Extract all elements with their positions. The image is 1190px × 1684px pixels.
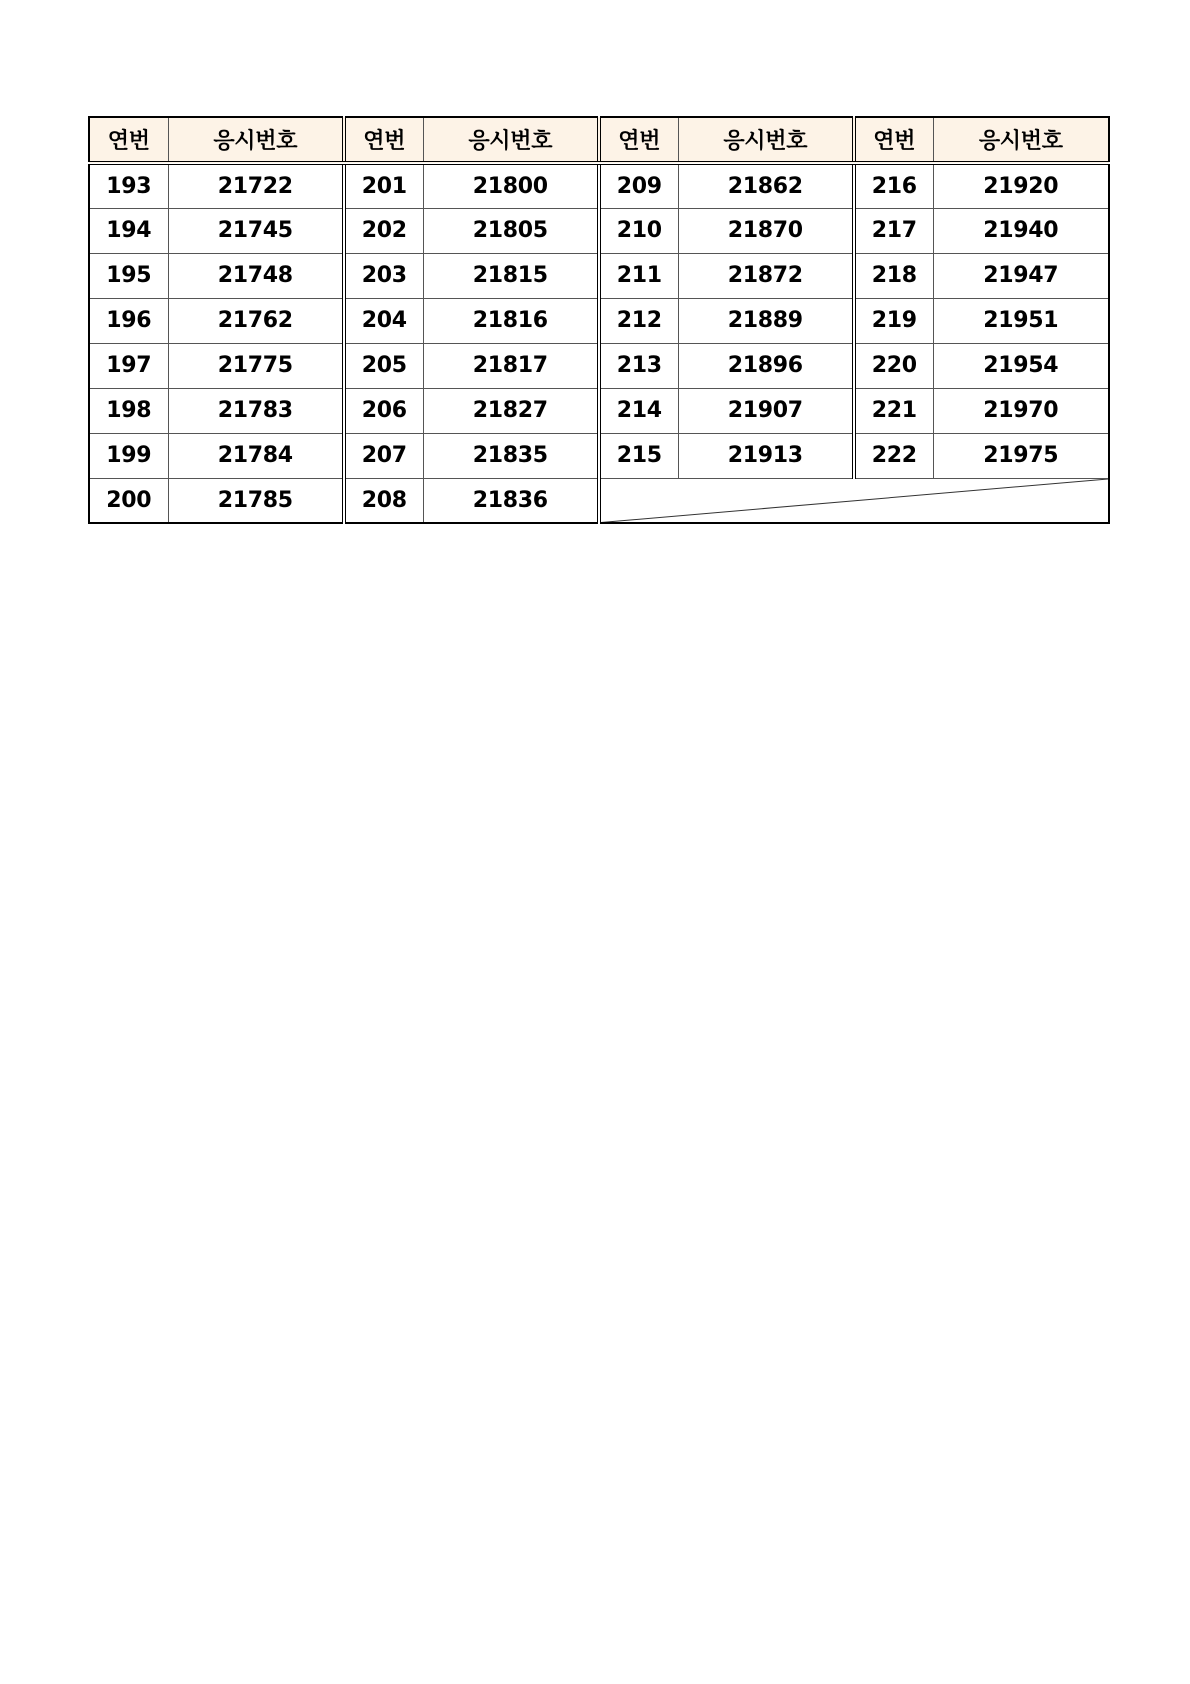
serial-cell: 203 — [344, 253, 423, 298]
serial-cell: 218 — [854, 253, 933, 298]
exam-number-cell: 21970 — [933, 388, 1109, 433]
exam-number-cell: 21805 — [423, 208, 599, 253]
exam-number-cell: 21975 — [933, 433, 1109, 478]
serial-cell: 221 — [854, 388, 933, 433]
exam-number-cell: 21762 — [168, 298, 344, 343]
serial-cell: 202 — [344, 208, 423, 253]
exam-number-cell: 21800 — [423, 163, 599, 208]
serial-cell: 199 — [89, 433, 168, 478]
serial-cell: 222 — [854, 433, 933, 478]
table-row — [89, 253, 1109, 298]
serial-cell: 205 — [344, 343, 423, 388]
exam-number-table — [88, 116, 1110, 524]
serial-cell: 214 — [599, 388, 678, 433]
table-row — [89, 163, 1109, 208]
table-row — [89, 343, 1109, 388]
table-row — [89, 478, 1109, 523]
header-serial: 연번 — [854, 117, 933, 163]
exam-number-cell: 21913 — [678, 433, 854, 478]
exam-number-cell: 21816 — [423, 298, 599, 343]
serial-cell: 217 — [854, 208, 933, 253]
header-exam-number: 응시번호 — [678, 117, 854, 163]
serial-cell: 208 — [344, 478, 423, 523]
serial-cell: 220 — [854, 343, 933, 388]
exam-number-cell: 21835 — [423, 433, 599, 478]
exam-number-cell: 21785 — [168, 478, 344, 523]
header-serial: 연번 — [599, 117, 678, 163]
serial-cell: 198 — [89, 388, 168, 433]
serial-cell: 209 — [599, 163, 678, 208]
exam-number-cell: 21836 — [423, 478, 599, 523]
exam-number-cell: 21827 — [423, 388, 599, 433]
serial-cell: 200 — [89, 478, 168, 523]
exam-number-cell: 21954 — [933, 343, 1109, 388]
exam-number-cell: 21748 — [168, 253, 344, 298]
serial-cell: 211 — [599, 253, 678, 298]
exam-number-cell: 21870 — [678, 208, 854, 253]
table-row — [89, 298, 1109, 343]
serial-cell: 193 — [89, 163, 168, 208]
exam-number-cell: 21815 — [423, 253, 599, 298]
header-serial: 연번 — [344, 117, 423, 163]
exam-number-cell: 21745 — [168, 208, 344, 253]
header-exam-number: 응시번호 — [423, 117, 599, 163]
exam-number-cell: 21940 — [933, 208, 1109, 253]
serial-cell: 215 — [599, 433, 678, 478]
serial-cell: 196 — [89, 298, 168, 343]
exam-number-cell: 21889 — [678, 298, 854, 343]
serial-cell: 207 — [344, 433, 423, 478]
serial-cell: 210 — [599, 208, 678, 253]
empty-merged-cell — [599, 478, 1109, 523]
table-row — [89, 208, 1109, 253]
serial-cell: 197 — [89, 343, 168, 388]
serial-cell: 213 — [599, 343, 678, 388]
serial-cell: 219 — [854, 298, 933, 343]
exam-number-cell: 21951 — [933, 298, 1109, 343]
exam-number-cell: 21872 — [678, 253, 854, 298]
exam-number-cell: 21896 — [678, 343, 854, 388]
header-serial: 연번 — [89, 117, 168, 163]
serial-cell: 194 — [89, 208, 168, 253]
exam-number-cell: 21947 — [933, 253, 1109, 298]
table-row — [89, 433, 1109, 478]
header-exam-number: 응시번호 — [168, 117, 344, 163]
serial-cell: 201 — [344, 163, 423, 208]
exam-number-cell: 21783 — [168, 388, 344, 433]
exam-number-cell: 21907 — [678, 388, 854, 433]
exam-number-cell: 21817 — [423, 343, 599, 388]
exam-number-cell: 21862 — [678, 163, 854, 208]
diagonal-line — [601, 479, 1108, 523]
serial-cell: 216 — [854, 163, 933, 208]
serial-cell: 206 — [344, 388, 423, 433]
table-row — [89, 388, 1109, 433]
exam-number-cell: 21775 — [168, 343, 344, 388]
results-table-container — [88, 116, 1110, 520]
header-exam-number: 응시번호 — [933, 117, 1109, 163]
serial-cell: 195 — [89, 253, 168, 298]
exam-number-cell: 21784 — [168, 433, 344, 478]
exam-number-cell: 21722 — [168, 163, 344, 208]
serial-cell: 212 — [599, 298, 678, 343]
exam-number-cell: 21920 — [933, 163, 1109, 208]
table-header-row — [89, 117, 1109, 163]
serial-cell: 204 — [344, 298, 423, 343]
